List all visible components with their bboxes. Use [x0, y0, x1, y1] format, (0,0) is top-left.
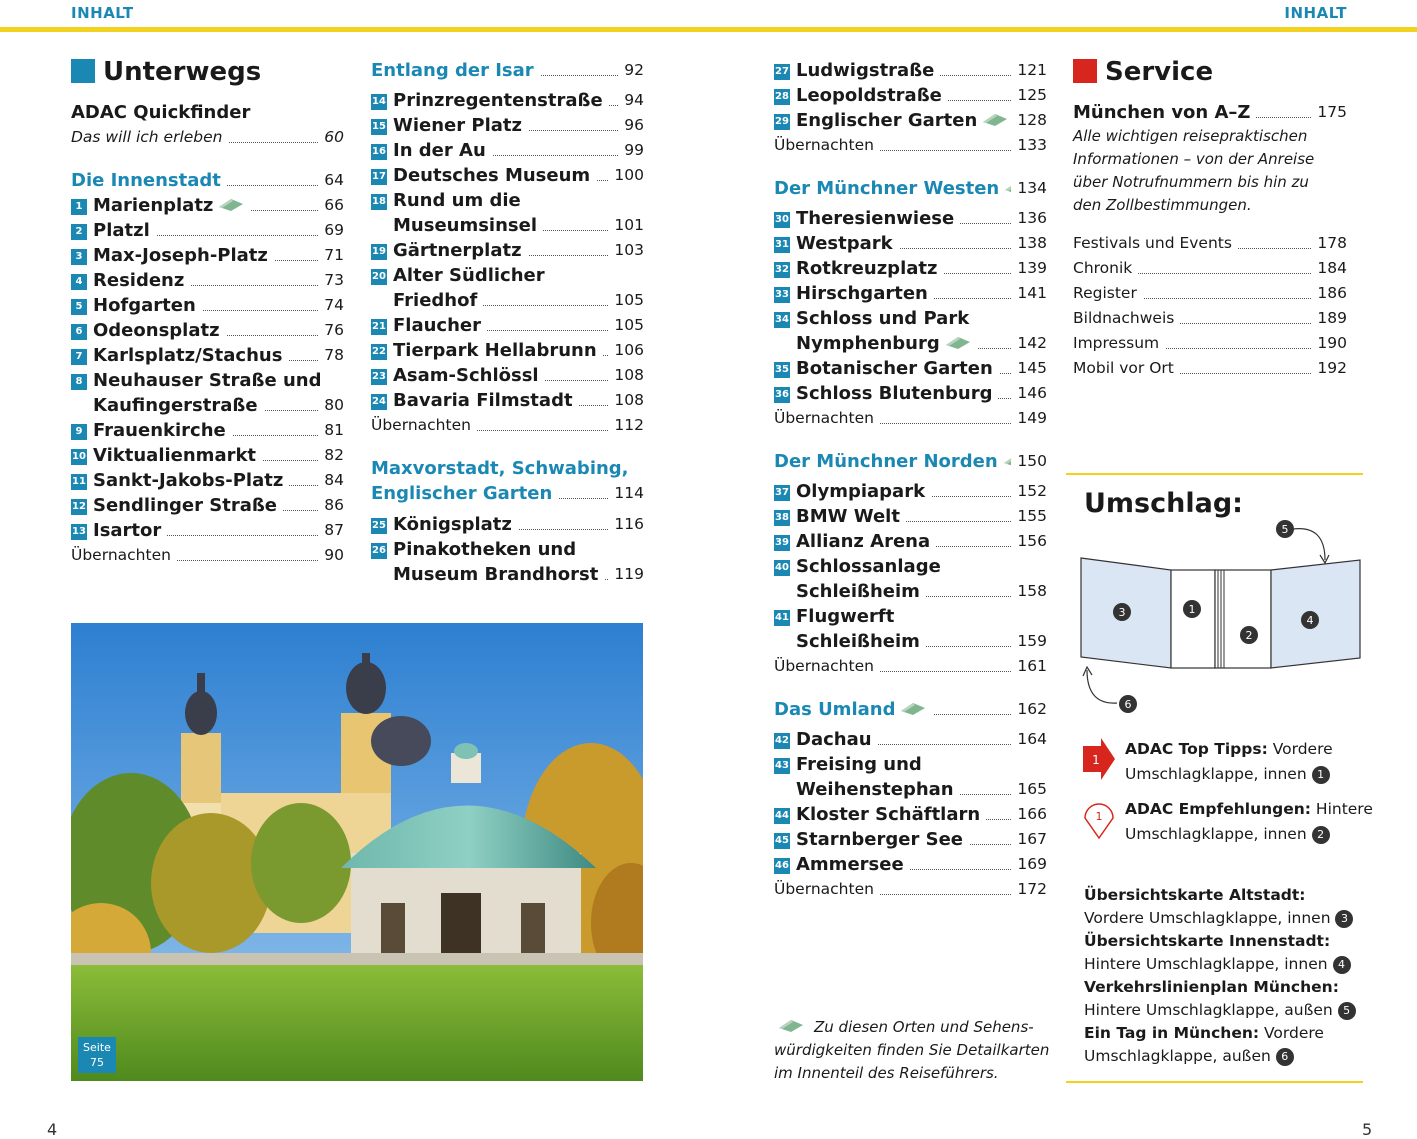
entry-number-badge: 30 [774, 212, 790, 228]
toc-entry[interactable]: 38 BMW Welt 155 [775, 506, 1047, 527]
entry-number-badge: 25 [371, 518, 387, 534]
toc-chapter-westen[interactable]: Der Münchner Westen 134 [774, 178, 1047, 199]
header-right: INHALT [1284, 4, 1347, 22]
entry-number-badge: 16 [371, 144, 387, 160]
entry-number-badge: 2 [71, 224, 87, 240]
section-title-unterwegs: Unterwegs [71, 52, 344, 92]
top-tips-legend: ADAC Top Tipps: Vordere Umschlagklappe, innen 1 [1125, 740, 1333, 783]
diagram-number-label: 1 [1188, 603, 1196, 616]
detail-map-icon [981, 110, 1009, 128]
toc-entry[interactable]: 13 Isartor 87 [72, 520, 344, 541]
diagram-number-label: 2 [1245, 629, 1253, 642]
page-number-right: 5 [1362, 1120, 1373, 1139]
entry-number-badge: 43 [774, 758, 790, 774]
entry-number-badge: 9 [71, 424, 87, 440]
header-left: INHALT [71, 4, 134, 22]
toc-entry-uebernachten[interactable]: Übernachten 90 [71, 543, 344, 568]
entry-number-badge: 41 [774, 610, 790, 626]
toc-entry[interactable]: Das will ich erleben 60 [71, 125, 344, 150]
toc-entry[interactable]: 35 Botanischer Garten 145 [775, 358, 1047, 379]
toc-entry[interactable]: 44 Kloster Schäftlarn 166 [775, 804, 1047, 825]
toc-entry[interactable]: 34 Schloss und Park [774, 306, 1047, 331]
entry-number-badge: 21 [371, 319, 387, 335]
toc-entry[interactable]: 29 Englischer Garten 128 [775, 110, 1047, 131]
entry-number-badge: 35 [774, 362, 790, 378]
svg-text:1: 1 [1092, 753, 1100, 767]
entry-number-badge: 36 [774, 387, 790, 403]
toc-chapter-isar[interactable]: Entlang der Isar 92 [371, 60, 644, 81]
divider [1066, 1081, 1363, 1083]
diagram-number-label: 5 [1281, 523, 1289, 536]
toc-entry[interactable]: Bildnachweis 189 [1073, 306, 1347, 331]
cover-fold-diagram [1075, 515, 1375, 720]
toc-entry[interactable]: 40 Schlossanlage [774, 554, 1047, 579]
toc-entry[interactable]: 42 Dachau 164 [775, 729, 1047, 750]
toc-entry-continued[interactable]: Schleißheim 158 [796, 581, 1047, 602]
toc-entry[interactable]: 32 Rotkreuzplatz 139 [775, 258, 1047, 279]
toc-entry[interactable]: 4 Residenz 73 [71, 268, 344, 293]
toc-entry[interactable]: 6 Odeonsplatz 76 [71, 318, 344, 343]
svg-text:1: 1 [1095, 810, 1103, 823]
toc-entry[interactable]: 36 Schloss Blutenburg 146 [775, 383, 1047, 404]
toc-chapter-umland[interactable]: Das Umland 162 [774, 699, 1047, 720]
detail-map-note: Zu diesen Orten und Sehens- würdigkeiten finden Sie Detailkarten im Innenteil des Reiseführers. [774, 1018, 1050, 1082]
toc-entry[interactable]: 43 Freising und [774, 752, 1047, 777]
toc-entry[interactable]: 31 Westpark 138 [775, 233, 1047, 254]
page-number-left: 4 [47, 1120, 58, 1139]
entry-number-badge: 19 [371, 244, 387, 260]
toc-entry[interactable]: 1 Marienplatz 66 [71, 193, 344, 218]
toc-entry[interactable]: Register 186 [1073, 281, 1347, 306]
toc-chapter-maxvorstadt-line2[interactable]: Englischer Garten 114 [371, 483, 644, 504]
toc-chapter-maxvorstadt-line1[interactable]: Maxvorstadt, Schwabing, [371, 456, 644, 481]
diagram-number-label: 3 [1118, 606, 1126, 619]
number-badge: 6 [1276, 1048, 1294, 1066]
header-rule [0, 27, 1417, 32]
toc-column-1 [71, 52, 344, 568]
number-badge: 3 [1335, 910, 1353, 928]
entry-number-badge: 28 [774, 89, 790, 105]
toc-entry[interactable]: 27 Ludwigstraße 121 [775, 60, 1047, 81]
toc-entry[interactable]: 10 Viktualienmarkt 82 [72, 445, 344, 466]
toc-entry-uebernachten[interactable]: Übernachten 112 [371, 413, 644, 438]
toc-entry[interactable]: Impressum 190 [1073, 331, 1347, 356]
toc-entry[interactable]: 9 Frauenkirche 81 [71, 418, 344, 443]
toc-entry[interactable]: 15 Wiener Platz 96 [372, 115, 644, 136]
toc-entry-continued[interactable]: Weihenstephan 165 [796, 779, 1047, 800]
toc-entry[interactable]: 14 Prinzregentenstraße 94 [372, 90, 644, 111]
toc-entry[interactable]: 18 Rund um die [371, 188, 644, 213]
toc-entry[interactable]: 16 In der Au 99 [372, 140, 644, 161]
entry-number-badge: 45 [774, 833, 790, 849]
entry-number-badge: 38 [774, 510, 790, 526]
entry-number-badge: 46 [774, 858, 790, 874]
munich-hofgarten-photo [71, 623, 643, 1081]
entry-number-badge: 24 [371, 394, 387, 410]
toc-entry-a-z[interactable]: München von A–Z 175 [1073, 102, 1347, 123]
entry-number-badge: 14 [371, 94, 387, 110]
number-badge: 5 [1338, 1002, 1356, 1020]
toc-entry-continued[interactable]: Kaufingerstraße 80 [93, 395, 344, 416]
toc-entry-continued[interactable]: Schleißheim 159 [796, 631, 1047, 652]
entry-number-badge: 10 [71, 449, 87, 465]
entry-number-badge: 12 [71, 499, 87, 515]
toc-column-2 [371, 58, 644, 587]
entry-number-badge: 20 [371, 269, 387, 285]
toc-entry[interactable]: 28 Leopoldstraße 125 [775, 85, 1047, 106]
number-badge: 4 [1333, 956, 1351, 974]
toc-column-3 [774, 58, 1047, 902]
detail-map-icon [944, 333, 972, 351]
entry-number-badge: 33 [774, 287, 790, 303]
a-z-description: Alle wichtigen reisepraktischen Informationen – von der Anreise über Notrufnummern bis hin zu den Zollbestimmungen. [1073, 127, 1315, 214]
toc-entry[interactable]: 12 Sendlinger Straße 86 [72, 495, 344, 516]
blue-square-icon [71, 59, 95, 83]
quickfinder-title: ADAC Quickfinder [71, 102, 251, 123]
diagram-number-label: 4 [1306, 614, 1314, 627]
toc-entry-continued[interactable]: Friedhof 105 [393, 290, 644, 311]
entry-number-badge: 4 [71, 274, 87, 290]
entry-number-badge: 22 [371, 344, 387, 360]
entry-number-badge: 1 [71, 199, 87, 215]
toc-entry[interactable]: 19 Gärtnerplatz 103 [372, 240, 644, 261]
toc-entry-continued[interactable]: Museum Brandhorst 119 [393, 564, 644, 585]
toc-entry[interactable]: 5 Hofgarten 74 [71, 293, 344, 318]
recommendations-legend: ADAC Empfehlungen: Hintere Umschlagklappe, innen 2 [1125, 800, 1373, 843]
entry-number-badge: 32 [774, 262, 790, 278]
entry-number-badge: 39 [774, 535, 790, 551]
toc-entry-uebernachten[interactable]: Übernachten 133 [774, 133, 1047, 158]
entry-number-badge: 37 [774, 485, 790, 501]
recommendation-icon [1083, 800, 1115, 844]
toc-entry[interactable]: 22 Tierpark Hellabrunn 106 [372, 340, 644, 361]
toc-entry[interactable]: Festivals und Events 178 [1073, 231, 1347, 256]
entry-number-badge: 29 [774, 114, 790, 130]
toc-entry-continued[interactable]: Museumsinsel 101 [393, 215, 644, 236]
entry-number-badge: 31 [774, 237, 790, 253]
top-tip-icon [1083, 738, 1115, 784]
toc-entry[interactable]: 23 Asam-Schlössl 108 [372, 365, 644, 386]
toc-entry[interactable]: 21 Flaucher 105 [372, 315, 644, 336]
toc-entry[interactable]: 46 Ammersee 169 [775, 854, 1047, 875]
toc-column-4 [1073, 52, 1347, 381]
cover-maps-list: Übersichtskarte Altstadt: Vordere Umschlagklappe, innen 3 Übersichtskarte Innenstadt: Hintere Umschlagklappe, innen 4 Verkehrslinienplan München: Hintere Umschlagklappe, außen 5 Ein Tag in München: Vordere Umschlagklappe, außen 6 [1084, 884, 1356, 1068]
page-reference-badge[interactable]: Seite 75 [78, 1037, 116, 1073]
toc-entry[interactable]: 17 Deutsches Museum 100 [372, 165, 644, 186]
toc-entry-uebernachten[interactable]: Übernachten 172 [774, 877, 1047, 902]
toc-entry[interactable]: 24 Bavaria Filmstadt 108 [372, 390, 644, 411]
entry-number-badge: 6 [71, 324, 87, 340]
toc-entry-continued[interactable]: Nymphenburg 142 [796, 333, 1047, 354]
toc-entry[interactable]: 7 Karlsplatz/Stachus 78 [71, 343, 344, 368]
red-square-icon [1073, 59, 1097, 83]
detail-map-icon [899, 699, 927, 717]
toc-entry[interactable]: Chronik 184 [1073, 256, 1347, 281]
toc-entry[interactable]: 25 Königsplatz 116 [372, 514, 644, 535]
entry-number-badge: 8 [71, 374, 87, 390]
entry-number-badge: 11 [71, 474, 87, 490]
entry-number-badge: 7 [71, 349, 87, 365]
toc-entry[interactable]: 20 Alter Südlicher [371, 263, 644, 288]
entry-number-badge: 42 [774, 733, 790, 749]
number-badge: 1 [1312, 766, 1330, 784]
divider [1066, 473, 1363, 475]
entry-number-badge: 15 [371, 119, 387, 135]
entry-number-badge: 13 [71, 524, 87, 540]
toc-entry[interactable]: Mobil vor Ort 192 [1073, 356, 1347, 381]
entry-number-badge: 18 [371, 194, 387, 210]
entry-number-badge: 44 [774, 808, 790, 824]
entry-number-badge: 3 [71, 249, 87, 265]
entry-number-badge: 26 [371, 543, 387, 559]
toc-entry[interactable]: 11 Sankt-Jakobs-Platz 84 [72, 470, 344, 491]
detail-map-icon [217, 195, 245, 213]
toc-entry[interactable]: 30 Theresienwiese 136 [775, 208, 1047, 229]
toc-entry-uebernachten[interactable]: Übernachten 149 [774, 406, 1047, 431]
toc-entry[interactable]: 3 Max-Joseph-Platz 71 [71, 243, 344, 268]
toc-entry[interactable]: 33 Hirschgarten 141 [775, 283, 1047, 304]
toc-entry[interactable]: 26 Pinakotheken und [371, 537, 644, 562]
toc-entry[interactable]: 39 Allianz Arena 156 [775, 531, 1047, 552]
entry-number-badge: 27 [774, 64, 790, 80]
section-title-service: Service [1073, 52, 1347, 92]
entry-number-badge: 40 [774, 560, 790, 576]
toc-entry[interactable]: 37 Olympiapark 152 [775, 481, 1047, 502]
entry-number-badge: 34 [774, 312, 790, 328]
toc-entry[interactable]: 2 Platzl 69 [71, 218, 344, 243]
detail-map-icon [774, 1016, 808, 1034]
toc-chapter-innenstadt[interactable]: Die Innenstadt 64 [71, 170, 344, 191]
toc-entry[interactable]: 8 Neuhauser Straße und [71, 368, 344, 393]
toc-entry[interactable]: 45 Starnberger See 167 [775, 829, 1047, 850]
entry-number-badge: 23 [371, 369, 387, 385]
toc-entry-uebernachten[interactable]: Übernachten 161 [774, 654, 1047, 679]
toc-entry[interactable]: 41 Flugwerft [774, 604, 1047, 629]
umschlag-title: Umschlag: [1084, 488, 1243, 519]
entry-number-badge: 17 [371, 169, 387, 185]
entry-number-badge: 5 [71, 299, 87, 315]
toc-chapter-norden[interactable]: Der Münchner Norden 150 [774, 451, 1047, 472]
number-badge: 2 [1312, 826, 1330, 844]
diagram-number-label: 6 [1124, 698, 1132, 711]
